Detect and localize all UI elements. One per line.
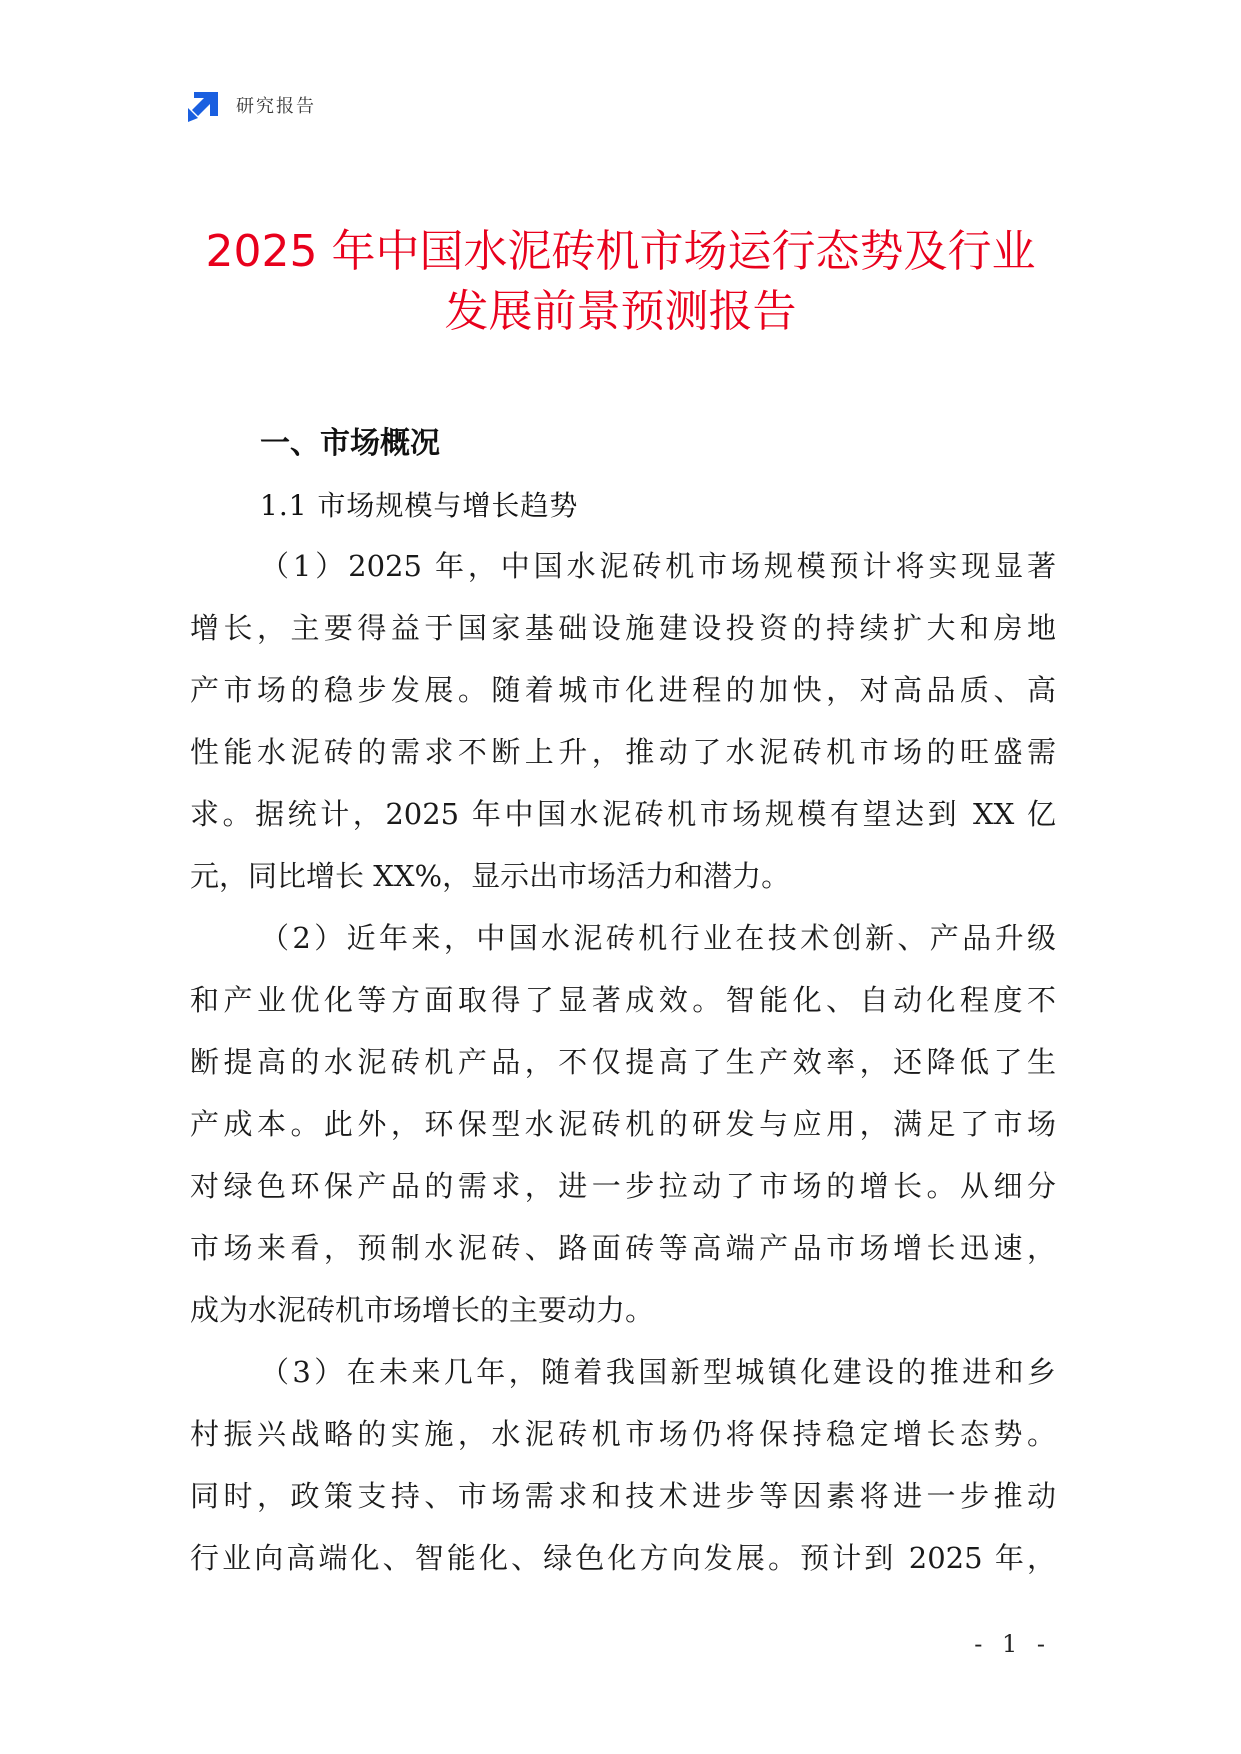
paragraph-2 bbox=[190, 907, 1056, 1341]
paragraph-line: 求。据统计，2025 年中国水泥砖机市场规模有望达到 XX 亿 bbox=[190, 797, 1056, 831]
paragraph-1 bbox=[190, 535, 1056, 907]
paragraph-line: 成为水泥砖机市场增长的主要动力。 bbox=[190, 1293, 655, 1327]
paragraph-line: 性能水泥砖的需求不断上升，推动了水泥砖机市场的旺盛需 bbox=[190, 735, 1056, 769]
paragraph-line: 增长，主要得益于国家基础设施建设投资的持续扩大和房地 bbox=[190, 611, 1056, 645]
report-title bbox=[150, 222, 1091, 342]
header-label: 研究报告 bbox=[236, 96, 316, 117]
paragraph-line: （3）在未来几年，随着我国新型城镇化建设的推进和乡 bbox=[260, 1355, 1056, 1389]
title-line-2: 发展前景预测报告 bbox=[444, 286, 797, 337]
paragraph-line: 产成本。此外，环保型水泥砖机的研发与应用，满足了市场 bbox=[190, 1107, 1056, 1141]
paragraph-line: 断提高的水泥砖机产品，不仅提高了生产效率，还降低了生 bbox=[190, 1045, 1056, 1079]
paragraph-line: 村振兴战略的实施，水泥砖机市场仍将保持稳定增长态势。 bbox=[190, 1417, 1056, 1451]
arrow-logo-icon bbox=[188, 88, 222, 122]
title-line-1: 2025 年中国水泥砖机市场运行态势及行业 bbox=[205, 226, 1036, 277]
report-header bbox=[188, 88, 316, 122]
sub-heading: 1.1 市场规模与增长趋势 bbox=[260, 489, 579, 522]
paragraph-line: 同时，政策支持、市场需求和技术进步等因素将进一步推动 bbox=[190, 1479, 1056, 1513]
paragraph-line: 元，同比增长 XX%，显示出市场活力和潜力。 bbox=[190, 859, 791, 893]
paragraph-line: 产市场的稳步发展。随着城市化进程的加快，对高品质、高 bbox=[190, 673, 1056, 707]
paragraph-line: （2）近年来，中国水泥砖机行业在技术创新、产品升级 bbox=[260, 921, 1056, 955]
body-text bbox=[190, 535, 1056, 1589]
paragraph-line: 和产业优化等方面取得了显著成效。智能化、自动化程度不 bbox=[190, 983, 1056, 1017]
paragraph-line: 行业向高端化、智能化、绿色化方向发展。预计到 2025 年， bbox=[190, 1541, 1056, 1575]
paragraph-line: （1）2025 年，中国水泥砖机市场规模预计将实现显著 bbox=[260, 549, 1056, 583]
page-number: - 1 - bbox=[974, 1630, 1051, 1658]
paragraph-line: 对绿色环保产品的需求，进一步拉动了市场的增长。从细分 bbox=[190, 1169, 1056, 1203]
paragraph-line: 市场来看，预制水泥砖、路面砖等高端产品市场增长迅速， bbox=[190, 1231, 1056, 1265]
paragraph-3 bbox=[190, 1341, 1056, 1589]
section-heading: 一、市场概况 bbox=[260, 426, 440, 461]
